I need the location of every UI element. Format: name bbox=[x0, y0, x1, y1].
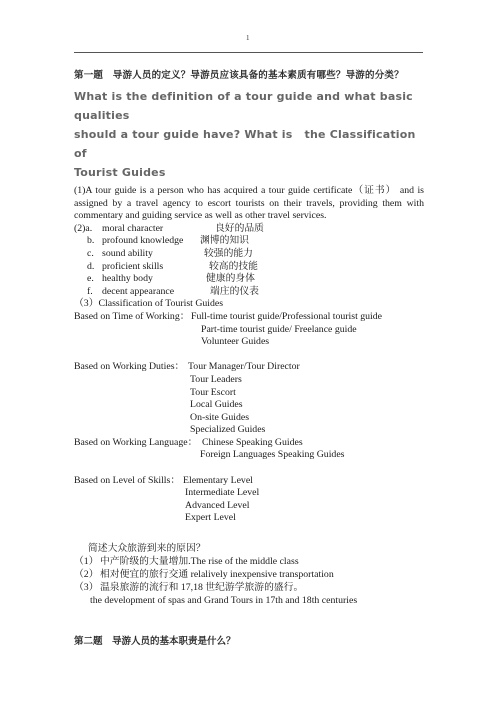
group-item: Volunteer Guides bbox=[201, 336, 270, 348]
group-item: Advanced Level bbox=[185, 499, 250, 511]
group-item: Tour Escort bbox=[190, 386, 236, 398]
question-1-title-en bbox=[74, 87, 424, 182]
quality-item: f. decent appearance 端庄的仪表 bbox=[87, 285, 259, 297]
group-item: Part-time tourist guide/ Freelance guide bbox=[201, 323, 357, 335]
group-item: Foreign Languages Speaking Guides bbox=[200, 449, 345, 461]
quality-item: d. proficient skills 较高的技能 bbox=[87, 260, 258, 272]
page-number: 1 bbox=[246, 34, 250, 42]
document-body bbox=[74, 67, 424, 647]
classification-heading: （3）Classification of Tourist Guides bbox=[74, 298, 224, 310]
mass-tourism-question: 简述大众旅游到来的原因？ bbox=[88, 542, 206, 554]
quality-item: b. profound knowledge 渊博的知识 bbox=[87, 235, 249, 247]
group-working-language: Based on Working Language： Chinese Speaking Guides bbox=[74, 436, 303, 448]
reason-item: （1） 中产阶级的大量增加.The rise of the middle class bbox=[74, 555, 299, 567]
group-item: On-site Guides bbox=[190, 411, 250, 423]
group-item: Local Guides bbox=[190, 399, 243, 411]
title-en-line-1: What is the definition of a tour guide and what basic qualities bbox=[74, 90, 413, 122]
group-item: Tour Leaders bbox=[190, 373, 242, 385]
title-en-line-4: Tourist Guides bbox=[74, 166, 166, 179]
group-time-of-working: Based on Time of Working： Full-time tourist guide/Professional tourist guide bbox=[74, 310, 383, 322]
qualities-list bbox=[74, 223, 424, 299]
reason-item: （2） 相对便宜的旅行交通 relalively inexpensive transportation bbox=[74, 568, 334, 580]
question-1-title-cn: 第一题 导游人员的定义？导游员应该具备的基本素质有哪些？导游的分类？ bbox=[74, 70, 404, 81]
reason-item: （3） 温泉旅游的流行和 17,18 世纪游学旅游的盛行。 bbox=[74, 581, 304, 593]
quality-item: e. healthy body 健康的身体 bbox=[87, 273, 255, 285]
quality-item: c. sound ability 较强的能力 bbox=[87, 247, 253, 259]
definition-paragraph: (1)A tour guide is a person who has acquired a tour guide certificate（证书） and is assigned by a travel agency to escort tourists on their travels, providing them with commentary and guiding service as well as other travel services. bbox=[74, 185, 424, 222]
header-rule bbox=[74, 52, 423, 53]
group-item: Specialized Guides bbox=[190, 424, 266, 436]
group-level-of-skills: Based on Level of Skills： Elementary Level bbox=[74, 474, 253, 486]
question-2-title: 第二题 导游人员的基本职责是什么？ bbox=[74, 635, 236, 647]
group-item: Expert Level bbox=[185, 512, 236, 524]
quality-item: (2)a. moral character 良好的品质 bbox=[74, 222, 264, 234]
group-working-duties: Based on Working Duties： Tour Manager/Tour Director bbox=[74, 361, 300, 373]
title-en-line-3: the Classification of bbox=[74, 128, 416, 160]
title-en-line-2: should a tour guide have? What is bbox=[74, 128, 293, 141]
reason-3-continuation: the development of spas and Grand Tours in 17th and 18th centuries bbox=[90, 594, 358, 606]
group-item: Intermediate Level bbox=[185, 487, 260, 499]
